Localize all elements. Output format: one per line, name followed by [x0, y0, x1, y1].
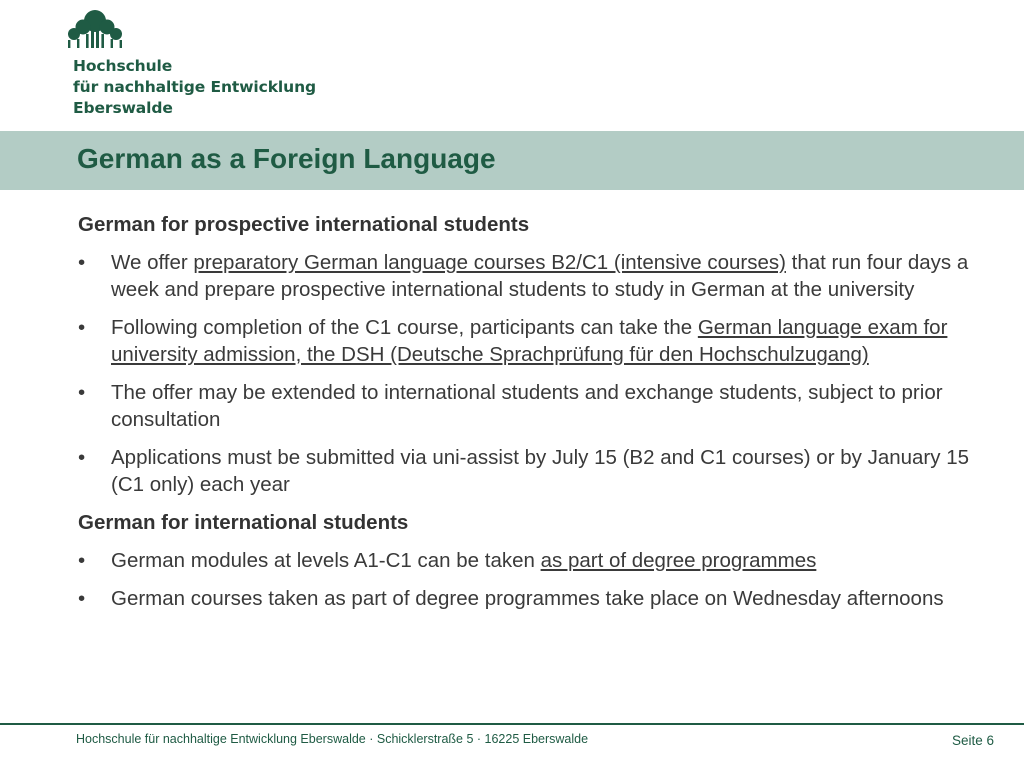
- bullet-icon: •: [78, 549, 86, 572]
- bullet-icon: •: [78, 381, 86, 404]
- section-heading-international: German for international students: [78, 511, 409, 534]
- bullet-item: [78, 585, 978, 612]
- bullet-text: The offer may be extended to international students and exchange students, subject to prior consultation: [111, 381, 943, 431]
- bullet-item: [78, 314, 978, 368]
- bullet-text: German courses taken as part of degree programmes take place on Wednesday afternoons: [111, 587, 944, 610]
- bullet-text: German modules at levels A1-C1 can be taken: [111, 549, 541, 572]
- page-number: Seite 6: [951, 733, 994, 748]
- main-content: [78, 211, 978, 623]
- footer-address: Hochschule für nachhaltige Entwicklung Eberswalde · Schicklerstraße 5 · 16225 Eberswalde: [76, 732, 589, 746]
- preparatory-courses-link[interactable]: preparatory German language courses B2/C1 (intensive courses): [193, 251, 786, 274]
- bullet-item: [78, 249, 978, 303]
- logo-line-2: für nachhaltige Entwicklung: [73, 78, 317, 96]
- section-heading-prospective: German for prospective international students: [78, 213, 530, 236]
- university-logo[interactable]: [62, 10, 342, 120]
- bullet-icon: •: [78, 316, 86, 339]
- bullet-text: Applications must be submitted via uni-assist by July 15 (B2 and C1 courses) or by January 15 (C1 only) each year: [111, 446, 969, 496]
- bullet-item: [78, 379, 978, 433]
- bullet-icon: •: [78, 446, 86, 469]
- bullet-text: that run four days a week and prepare prospective international students to study in German at the university: [111, 251, 969, 301]
- degree-programmes-link[interactable]: as part of degree programmes: [540, 549, 817, 572]
- bullet-icon: •: [78, 251, 86, 274]
- logo-wordmark: [73, 56, 316, 119]
- logo-line-1: Hochschule: [73, 57, 173, 75]
- tree-logo-icon: [64, 10, 126, 50]
- bullet-text: Following completion of the C1 course, participants can take the: [111, 316, 698, 339]
- bullet-item: [78, 444, 978, 498]
- bullet-item: [78, 547, 978, 574]
- footer-divider: [0, 723, 1024, 725]
- bullet-icon: •: [78, 587, 86, 610]
- dsh-exam-link[interactable]: German language exam for university admission, the DSH (Deutsche Sprachprüfung für den Hochschulzugang): [111, 316, 948, 366]
- page-title: German as a Foreign Language: [77, 143, 496, 174]
- bullet-text: We offer: [111, 251, 194, 274]
- logo-line-3: Eberswalde: [73, 99, 173, 117]
